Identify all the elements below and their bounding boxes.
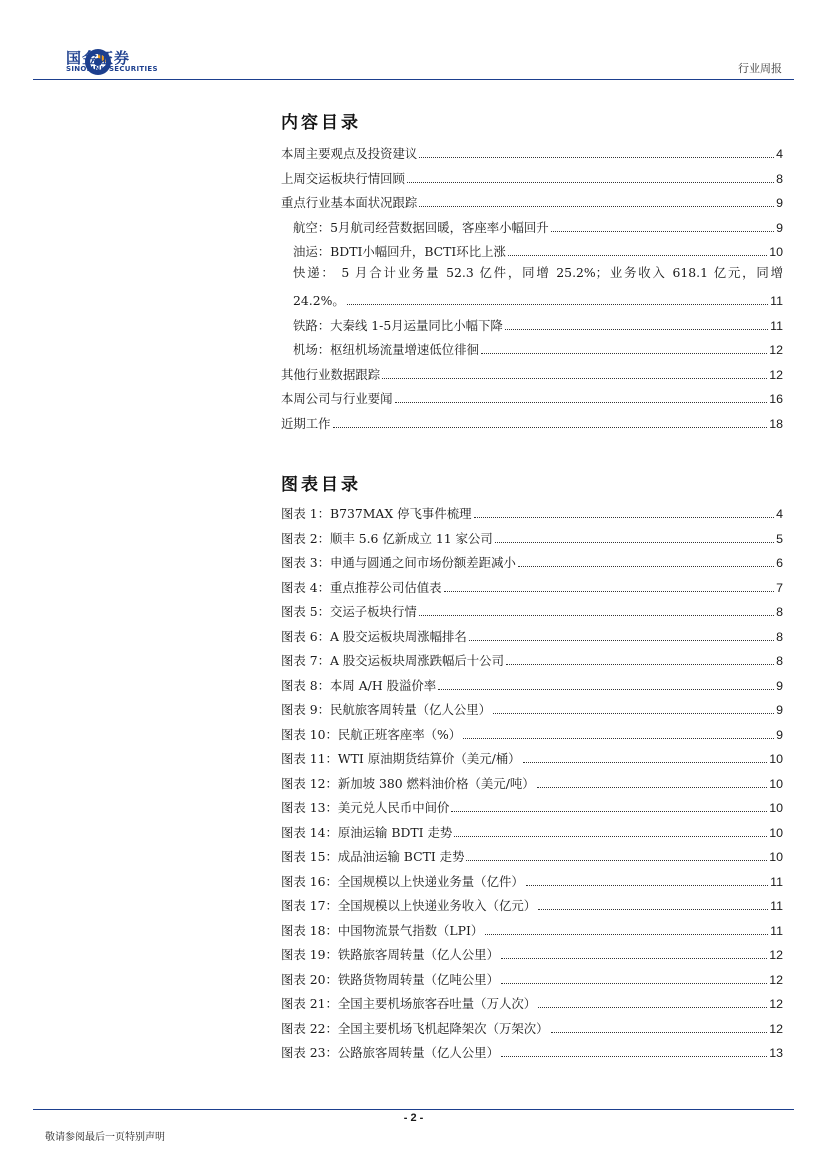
toc-title: 内容目录 [281, 113, 361, 133]
entry-page: 4 [776, 507, 783, 521]
entry-title: 图表 8：本周 A/H 股溢价率 [281, 677, 437, 693]
dot-leader [444, 591, 775, 592]
entry-page: 11 [770, 294, 783, 308]
entry-page: 12 [769, 948, 783, 962]
entry-page: 12 [769, 972, 783, 987]
entry-page: 4 [776, 147, 783, 161]
entry-title: 24.2%。 [293, 293, 345, 308]
toc-entry[interactable] [281, 240, 783, 260]
toc-entry-text[interactable]: 快递： 5 月合计业务量 52.3 亿件，同增 25.2%；业务收入 618.1 亿元，同增 [293, 264, 783, 280]
toc-entry[interactable] [281, 338, 783, 358]
figure-entry[interactable] [281, 649, 783, 669]
entry-title: 油运：BDTI小幅回升，BCTI环比上涨 [293, 244, 506, 259]
entry-title: 上周交运板块行情回顾 [281, 170, 405, 186]
dot-leader [501, 983, 767, 984]
entry-title: 铁路：大秦线 1-5月运量同比小幅下降 [293, 317, 503, 333]
dot-leader [537, 787, 768, 788]
entry-title: 图表 23：公路旅客周转量（亿人公里） [281, 1045, 499, 1060]
dot-leader [501, 1056, 767, 1057]
toc-entry[interactable] [281, 412, 783, 432]
entry-title: 其他行业数据跟踪 [281, 366, 381, 382]
entry-page: 12 [769, 1021, 783, 1036]
entry-page: 9 [776, 220, 783, 235]
figure-entry[interactable] [281, 772, 783, 792]
entry-page: 12 [769, 343, 783, 357]
dot-leader [438, 689, 774, 690]
entry-title: 图表 15：成品油运输 BCTI 走势 [281, 849, 465, 864]
dot-leader [463, 738, 774, 739]
entry-title: 图表 22：全国主要机场飞机起降架次（万架次） [281, 1020, 549, 1036]
figure-entry[interactable] [281, 527, 783, 547]
entry-page: 10 [769, 801, 783, 815]
dot-leader [538, 1007, 767, 1008]
figure-entry[interactable] [281, 796, 783, 816]
dot-leader [508, 255, 767, 256]
dot-leader [407, 182, 774, 183]
logo-name-cn: 国金证券 [66, 49, 131, 67]
figure-entry[interactable] [281, 576, 783, 596]
entry-title: 本周主要观点及投资建议 [281, 146, 418, 161]
entry-page: 12 [769, 367, 783, 382]
dot-leader [382, 378, 767, 379]
report-type: 行业周报 [738, 62, 782, 75]
dot-leader [474, 517, 775, 518]
entry-title: 重点行业基本面状况跟踪 [281, 195, 418, 210]
dot-leader [454, 836, 767, 837]
entry-page: 18 [769, 416, 783, 431]
entry-title: 图表 6：A 股交运板块周涨幅排名 [281, 628, 467, 644]
toc-entry[interactable] [281, 191, 783, 211]
figure-entry[interactable] [281, 747, 783, 767]
entry-page: 9 [776, 196, 783, 210]
entry-page: 7 [776, 580, 783, 595]
dot-leader [469, 640, 774, 641]
entry-page: 9 [776, 678, 783, 693]
entry-page: 8 [776, 171, 783, 186]
entry-title: 本周公司与行业要闻 [281, 391, 393, 406]
entry-page: 10 [769, 850, 783, 864]
entry-page: 8 [776, 654, 783, 668]
entry-page: 16 [769, 392, 783, 406]
entry-page: 10 [769, 752, 783, 766]
figure-entry[interactable] [281, 943, 783, 963]
entry-page: 11 [770, 923, 783, 938]
entry-page: 9 [776, 727, 783, 742]
dot-leader [538, 909, 768, 910]
dot-leader [495, 542, 774, 543]
dot-leader [419, 615, 774, 616]
entry-title: 图表 17：全国规模以上快递业务收入（亿元） [281, 898, 537, 913]
dot-leader [347, 304, 768, 305]
entry-page: 11 [770, 318, 783, 333]
logo-name-en: SINOLINK SECURITIES [66, 65, 158, 73]
toc-entry[interactable] [281, 314, 783, 334]
entry-title: 近期工作 [281, 415, 331, 431]
entry-title: 图表 7：A 股交运板块周涨跌幅后十公司 [281, 653, 504, 668]
entry-page: 10 [769, 245, 783, 259]
dot-leader [518, 566, 774, 567]
dot-leader [485, 934, 768, 935]
entry-title: 图表 14：原油运输 BDTI 走势 [281, 824, 453, 840]
entry-page: 13 [769, 1046, 783, 1060]
dot-leader [419, 206, 774, 207]
toc-entry[interactable] [281, 289, 783, 309]
entry-title: 图表 3：申通与圆通之间市场份额差距减小 [281, 555, 516, 570]
figure-entry[interactable] [281, 870, 783, 890]
dot-leader [505, 329, 768, 330]
dot-leader [481, 353, 767, 354]
dot-leader [526, 885, 768, 886]
toc-entry[interactable] [281, 387, 783, 407]
entry-title: 机场：枢纽机场流量增速低位徘徊 [293, 342, 479, 357]
entry-title: 图表 19：铁路旅客周转量（亿人公里） [281, 947, 499, 962]
entry-page: 6 [776, 556, 783, 570]
entry-title: 图表 20：铁路货物周转量（亿吨公里） [281, 971, 499, 987]
entry-page: 11 [770, 899, 783, 913]
entry-title: 图表 12：新加坡 380 燃料油价格（美元/吨） [281, 775, 535, 791]
disclaimer: 敬请参阅最后一页特别声明 [45, 1132, 165, 1143]
entry-title: 图表 13：美元兑人民币中间价 [281, 800, 450, 815]
page-number: - 2 - [403, 1112, 424, 1124]
figure-entry[interactable] [281, 625, 783, 645]
dot-leader [501, 958, 767, 959]
figure-entry[interactable] [281, 992, 783, 1012]
dot-leader [333, 427, 768, 428]
entry-page: 9 [776, 703, 783, 717]
figure-entry[interactable] [281, 723, 783, 743]
header-divider [33, 79, 794, 80]
figure-entry[interactable] [281, 698, 783, 718]
figure-entry[interactable] [281, 968, 783, 988]
dot-leader [551, 1032, 768, 1033]
toc-entry[interactable] [281, 167, 783, 187]
dot-leader [551, 231, 774, 232]
entry-title: 图表 5：交运子板块行情 [281, 604, 417, 619]
entry-title: 图表 1：B737MAX 停飞事件梳理 [281, 506, 472, 521]
figure-entry[interactable] [281, 845, 783, 865]
toc-entry[interactable] [281, 363, 783, 383]
figure-entry[interactable] [281, 600, 783, 620]
entry-title: 图表 18：中国物流景气指数（LPI） [281, 922, 484, 938]
dot-leader [493, 713, 774, 714]
entry-page: 10 [769, 825, 783, 840]
figure-entry[interactable] [281, 894, 783, 914]
entry-title: 图表 2：顺丰 5.6 亿新成立 11 家公司 [281, 530, 493, 546]
entry-title: 图表 9：民航旅客周转量（亿人公里） [281, 702, 492, 717]
dot-leader [451, 811, 767, 812]
entry-page: 10 [769, 776, 783, 791]
entry-title: 航空：5月航司经营数据回暖，客座率小幅回升 [293, 219, 549, 235]
figure-entry[interactable] [281, 674, 783, 694]
footer-divider [33, 1109, 794, 1110]
entry-page: 8 [776, 605, 783, 619]
entry-title: 图表 21：全国主要机场旅客吞吐量（万人次） [281, 996, 537, 1011]
entry-page: 8 [776, 629, 783, 644]
dot-leader [419, 157, 774, 158]
figure-entry[interactable] [281, 821, 783, 841]
entry-page: 11 [770, 874, 783, 889]
figure-list-title: 图表目录 [281, 475, 361, 495]
entry-title: 图表 10：民航正班客座率（%） [281, 726, 462, 742]
entry-title: 图表 16：全国规模以上快递业务量（亿件） [281, 873, 524, 889]
dot-leader [466, 860, 767, 861]
entry-page: 12 [769, 997, 783, 1011]
entry-page: 5 [776, 531, 783, 546]
figure-entry[interactable] [281, 1017, 783, 1037]
page-header [0, 0, 827, 100]
figure-entry[interactable] [281, 1041, 783, 1061]
entry-title: 图表 4：重点推荐公司估值表 [281, 579, 442, 595]
toc-entry[interactable] [281, 142, 783, 162]
dot-leader [395, 402, 768, 403]
figure-entry[interactable] [281, 919, 783, 939]
figure-entry[interactable] [281, 502, 783, 522]
dot-leader [523, 762, 768, 763]
dot-leader [506, 664, 774, 665]
figure-entry[interactable] [281, 551, 783, 571]
toc-entry[interactable] [281, 216, 783, 236]
entry-title: 图表 11：WTI 原油期货结算价（美元/桶） [281, 751, 521, 766]
